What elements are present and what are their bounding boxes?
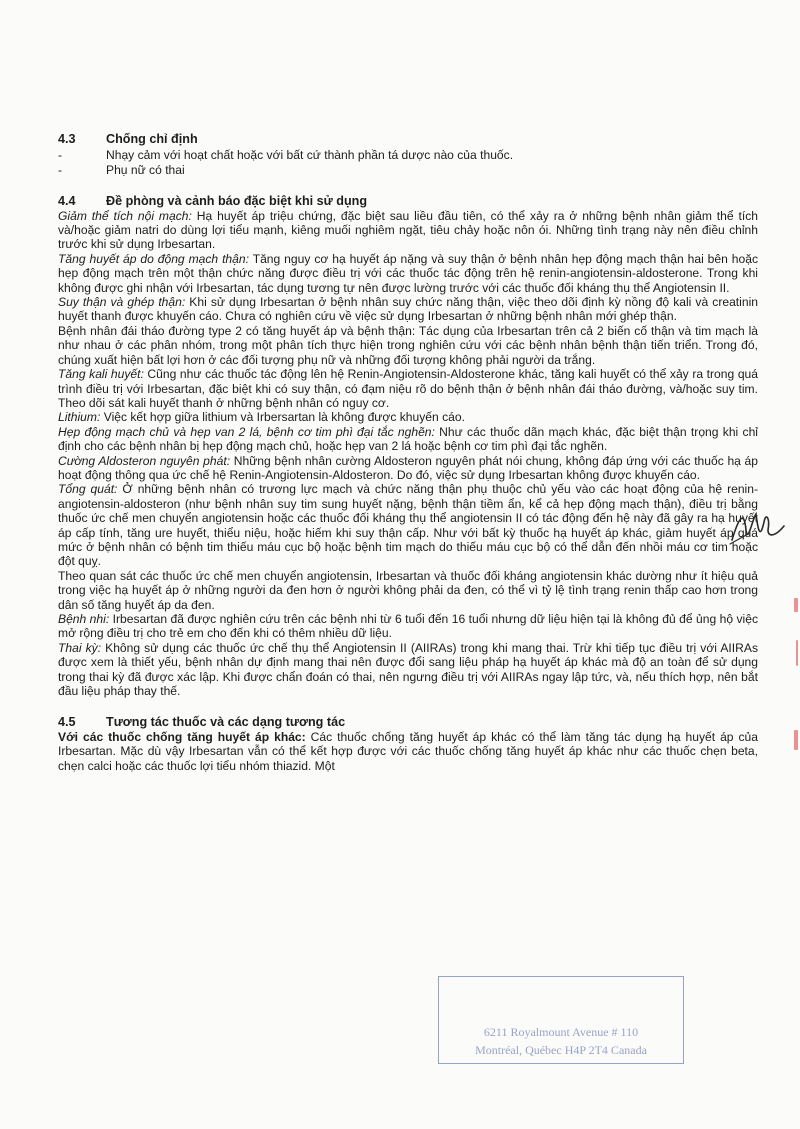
paragraph-text: Irbesartan đã được nghiên cứu trên các bệnh nhi từ 6 tuổi đến 16 tuổi nhưng dữ liệu hiện tại là không đủ để ủng hộ việc mở rộng điều trị cho trẻ em cho đến khi có thêm nhiều dữ liệu. xyxy=(58,612,759,641)
edge-mark xyxy=(794,730,798,750)
paragraph-label: Giảm thể tích nội mạch: xyxy=(58,208,192,223)
paragraph-text: Cũng như các thuốc tác động lên hệ Renin-Angiotensin-Aldosterone khác, tăng kali huyết có thể xảy ra trong quá trình điều trị với Irbesartan, đặc biệt khi có suy thận, có đạm niệu rõ do bệnh thận ở bệnh nhân đái tháo đường, và/hoặc suy tim. Theo dõi sát kali huyết thanh ở những bệnh nhân có nguy cơ. xyxy=(58,367,758,410)
paragraph-label: Suy thận và ghép thận: xyxy=(58,295,186,310)
paragraph-text: Các thuốc chống tăng huyết áp khác có thể làm tăng tác dụng hạ huyết áp của Irbesartan. Mặc dù vậy Irbesartan vẫn có thể kết hợp được với các thuốc chống tăng huyết áp khác như các thuốc chẹn beta, chẹn calci hoặc các thuốc lợi tiểu nhóm thiazid. Một xyxy=(58,729,758,773)
paragraph xyxy=(58,454,758,483)
edge-mark xyxy=(796,640,798,666)
paragraph xyxy=(58,252,758,295)
section-4-5-heading xyxy=(58,715,758,729)
section-4-3-heading xyxy=(58,132,758,146)
paragraph-text: Việc kết hợp giữa lithium và Irbersartan là không được khuyến cáo. xyxy=(100,410,465,425)
paragraph xyxy=(58,410,758,424)
paragraph-label: Tổng quát: xyxy=(58,482,118,497)
edge-mark xyxy=(794,598,798,612)
paragraph xyxy=(58,730,758,773)
paragraph xyxy=(58,324,758,367)
paragraph-label: Bệnh nhi: xyxy=(58,612,110,626)
paragraph-label: Thai kỳ: xyxy=(58,640,102,655)
paragraph-text: Theo quan sát các thuốc ức chế men chuyển angiotensin, Irbesartan và thuốc đối kháng angiotensin khác dường như ít hiệu quả trong việc hạ huyết áp ở những người da đen hơn ở người không phải da đen, có thể vì tỷ lệ tình trạng renin thấp cao hơn trong dân số tăng huyết áp da đen. xyxy=(58,568,758,612)
paragraph-label: Cường Aldosteron nguyên phát: xyxy=(58,453,231,468)
paragraph xyxy=(58,612,758,641)
paragraph xyxy=(58,482,758,568)
list-item xyxy=(58,148,758,162)
paragraph-text: Khi sử dụng Irbesartan ở bệnh nhân suy chức năng thận, việc theo dõi định kỳ nồng độ kali và creatinin huyết thanh được khuyến cáo. Chưa có nghiên cứu về việc sử dụng Irbesartan ở những bệnh nhân mới ghép thận. xyxy=(58,295,758,324)
paragraph xyxy=(58,209,758,252)
section-title: Chống chỉ định xyxy=(106,132,198,146)
dash-bullet: - xyxy=(58,162,63,177)
handwritten-signature xyxy=(728,500,788,548)
paragraph-text: Ở những bệnh nhân có trương lực mạch và chức năng thận phụ thuộc chủ yếu vào các hoạt động của hệ renin-angiotensin-aldosteron (như bệnh nhân suy tim sung huyết nặng, bệnh thận tiềm ẩn, kể cả hẹp động mạch thận), điều trị bằng thuốc ức chế men chuyển angiotensin hoặc các thuốc đối kháng thụ thể angiotensin II có tác động đến hệ này đã gây ra hạ huyết áp cấp tính, tăng ure huyết, thiểu niệu, hoặc hiếm khi suy thận cấp. Như với bất kỳ thuốc hạ huyết áp khác, giảm huyết áp quá mức ở bệnh nhân có bệnh tim thiếu máu cục bộ hoặc bệnh tim mạch do thiếu máu cục bộ có thể dẫn đến nhồi máu cơ tim hoặc đột quỵ. xyxy=(58,482,758,569)
paragraph xyxy=(58,425,758,454)
paragraph-text: Hạ huyết áp triệu chứng, đặc biệt sau liều đầu tiên, có thể xảy ra ở những bệnh nhân giảm thể tích và/hoặc giảm natri do dùng lợi tiểu mạnh, kiêng muối nghiêm ngặt, tiêu chảy hoặc nôn ói. Những tình trạng này nên điều chỉnh trước khi sử dụng Irbesartan. xyxy=(58,208,758,252)
section-number: 4.3 xyxy=(58,132,76,146)
paragraph xyxy=(58,569,758,612)
list-item-text: Phụ nữ có thai xyxy=(106,162,185,177)
list-item xyxy=(58,163,758,177)
paragraph-text: Tăng nguy cơ hạ huyết áp nặng và suy thận ở bệnh nhân hẹp động mạch thận hai bên hoặc hẹp động mạch trên một thận chức năng được điều trị với các thuốc tác động trên hệ renin-angiotensin-aldosterone. Trong khi không được ghi nhận với Irbesartan, tác dụng tương tự nên được lường trước với các thuốc đối kháng thụ thể Angiotensin II. xyxy=(58,251,759,295)
section-number: 4.4 xyxy=(58,194,76,209)
stamp-line: 6211 Royalmount Avenue # 110 xyxy=(483,1025,639,1039)
paragraph-text: Như các thuốc dãn mạch khác, đặc biệt thận trọng khi chỉ định cho các bệnh nhân bị hẹp động mạch chủ, hoặc hẹp van 2 lá hoặc bệnh cơ tim phì đại tắc nghẽn. xyxy=(58,424,758,454)
section-title: Đề phòng và cảnh báo đặc biệt khi sử dụng xyxy=(106,194,368,209)
paragraph-text: Không sử dụng các thuốc ức chế thụ thể Angiotensin II (AIIRAs) trong khi mang thai. Trừ khi tiếp tục điều trị với AIIRAs được xem là thiết yếu, bệnh nhân dự định mang thai nên được đổi sang liệu pháp hạ huyết áp khác mà độ an toàn để sử dụng trong thai kỳ đã được xác lập. Khi được chẩn đoán có thai, nên ngưng điều trị với AIIRAs ngay lập tức, và, nếu thích hợp, nên bắt đầu liệu pháp thay thế. xyxy=(58,640,758,699)
list-item-text: Nhạy cảm với hoạt chất hoặc với bất cứ thành phần tá dược nào của thuốc. xyxy=(106,148,514,163)
section-4-4-heading xyxy=(58,194,758,208)
contraindication-list xyxy=(58,148,758,177)
paragraph-label: Với các thuốc chống tăng huyết áp khác: xyxy=(58,729,306,744)
paragraph-text: Những bệnh nhân cường Aldosteron nguyên phát nói chung, không đáp ứng với các thuốc hạ áp hoạt động thông qua ức chế hệ Renin-Angiotensin-Aldosteron. Do đó, việc sử dụng Irbesartan không được khuyến cáo. xyxy=(58,453,758,482)
paragraph-label: Tăng huyết áp do động mạch thận: xyxy=(58,251,249,266)
address-stamp xyxy=(438,976,684,1064)
paragraph xyxy=(58,295,758,324)
paragraph-label: Lithium: xyxy=(58,410,101,425)
paragraph-label: Tăng kali huyết: xyxy=(58,367,144,382)
section-number: 4.5 xyxy=(58,715,76,730)
paragraph-text: Bệnh nhân đái tháo đường type 2 có tăng huyết áp và bệnh thận: Tác dụng của Irbesartan trên cả 2 biến cố thận và tim mạch là như nhau ở các phân nhóm, trong một phân tích thực hiện trong nghiên cứu với các bệnh nhân bệnh thận tiến triển. Trong đó, chúng xuất hiện bất lợi hơn ở các đối tượng phụ nữ và những đối tượng không phải người da trắng. xyxy=(58,323,758,367)
stamp-line: Montréal, Québec H4P 2T4 Canada xyxy=(475,1043,647,1057)
paragraph xyxy=(58,641,758,699)
dash-bullet: - xyxy=(58,148,63,163)
paragraph-label: Hẹp động mạch chủ và hẹp van 2 lá, bệnh cơ tim phì đại tắc nghẽn: xyxy=(58,424,435,439)
paragraph xyxy=(58,367,758,410)
section-title: Tương tác thuốc và các dạng tương tác xyxy=(106,715,346,730)
document-body xyxy=(58,132,758,773)
